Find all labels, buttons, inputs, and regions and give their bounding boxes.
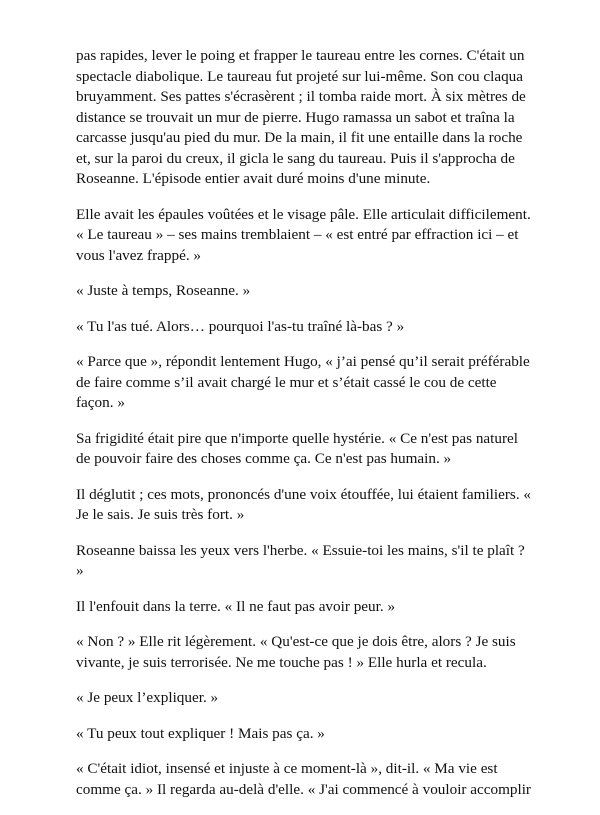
paragraph-9: Il l'enfouit dans la terre. « Il ne faut pas avoir peur. » [76, 597, 396, 615]
paragraph-11: « Je peux l’expliquer. » [76, 689, 219, 706]
paragraph-7: Il déglutit ; ces mots, prononcés d'une voix étouffée, lui étaient familiers. « Je le sais. Je suis très fort. » [76, 485, 532, 523]
paragraph-6: Sa frigidité était pire que n'importe quelle hystérie. « Ce n'est pas naturel de pouvoir faire des choses comme ça. Ce n'est pas humain. » [76, 429, 518, 467]
paragraph-1: pas rapides, lever le poing et frapper le taureau entre les cornes. C'était un spectacle diabolique. Le taureau fut projeté sur lui-même. Son cou claqua bruyamment. Ses pattes s'écrasèrent ; il tomba raide mort. À six mètres de distance se trouvait un mur de pierre. Hugo ramassa un sabot et traîna la carcasse jusqu'au pied du mur. De la main, il fit une entaille dans la roche et, sur la paroi du creux, il gicla le sang du taureau. Puis il s'approcha de Roseanne. L'épisode entier avait duré moins d'une minute. [76, 47, 526, 187]
paragraph-3: « Juste à temps, Roseanne. » [76, 282, 251, 299]
paragraph-2: Elle avait les épaules voûtées et le visage pâle. Elle articulait difficilement. « Le taureau » – ses mains tremblaient – « est entré par effraction ici – et vous l'avez frappé. » [76, 205, 531, 264]
paragraph-4: « Tu l'as tué. Alors… pourquoi l'as-tu traîné là-bas ? » [76, 317, 405, 335]
paragraph-10: « Non ? » Elle rit légèrement. « Qu'est-ce que je dois être, alors ? Je suis vivante, je suis terrorisée. Ne me touche pas ! » Elle hurla et recula. [76, 633, 516, 671]
paragraph-12: « Tu peux tout expliquer ! Mais pas ça. » [76, 724, 325, 742]
paragraph-8: Roseanne baissa les yeux vers l'herbe. « Essuie-toi les mains, s'il te plaît ? » [76, 541, 525, 579]
document-page [76, 46, 536, 815]
paragraph-13: « C'était idiot, insensé et injuste à ce moment-là », dit-il. « Ma vie est comme ça. » Il regarda au-delà d'elle. « J'ai commencé à vouloir accomplir [76, 760, 531, 798]
paragraph-5: « Parce que », répondit lentement Hugo, « j’ai pensé qu’il serait préférable de faire comme s’il avait chargé le mur et s’était cassé le cou de cette façon. » [76, 353, 530, 411]
